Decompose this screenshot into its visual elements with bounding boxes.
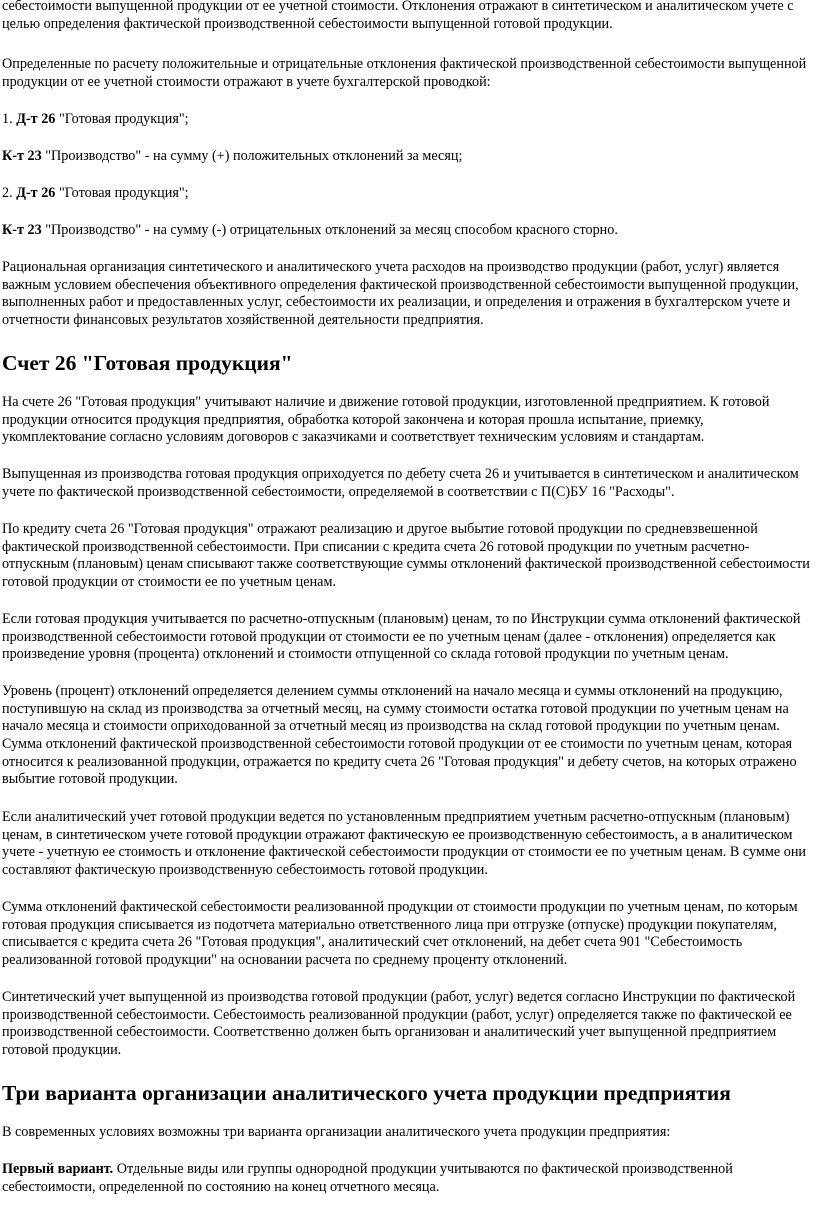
entry-text: "Готовая продукция"; xyxy=(55,185,189,201)
entry-2-credit xyxy=(2,222,618,240)
text-line: Уровень (процент) отклонений определяется делением суммы отклонений на начало месяца и суммы отклонений на продукцию, xyxy=(2,683,783,699)
entry-2-debit xyxy=(2,185,189,203)
credit-account-code: К-т 23 xyxy=(2,148,42,164)
paragraph-variants-intro xyxy=(2,1124,670,1142)
text-line: списывается с кредита счета 26 "Готовая продукция", аналитический счет отклонений, на дебет счета 901 "Себестоимость xyxy=(2,934,743,951)
text-line: Рациональная организация синтетического и аналитического учета расходов на производство продукции (работ, услуг) является xyxy=(2,259,780,275)
text-line: продукции от ее учетной стоимости отражают в учете бухгалтерской проводкой: xyxy=(2,73,491,90)
paragraph-first-variant xyxy=(2,1161,733,1196)
paragraph-analytical-accounting xyxy=(2,809,806,880)
text-line: себестоимости выпущенной продукции от ее учетной стоимости. Отклонения отражают в синтетическом и аналитическом учете с xyxy=(2,0,794,14)
paragraph-rational-organization xyxy=(2,259,799,330)
text-line xyxy=(2,1161,733,1179)
text-line: готовой продукции. xyxy=(2,1042,122,1059)
text-line: Если готовая продукция учитывается по расчетно-отпускным (плановым) ценам, то по Инструкции сумма отклонений фактической xyxy=(2,611,801,627)
text-line: Определенные по расчету положительные и отрицательные отклонения фактической производственной себестоимости выпущенной xyxy=(2,56,807,72)
entry-text: "Готовая продукция"; xyxy=(55,111,189,127)
text-line: поступившую на склад из производства за отчетный месяц, на сумму стоимости остатка готовой продукции по учетным ценам на xyxy=(2,700,789,717)
text-line: укомплектование согласно условиям договоров с заказчиками и соответствует техническим условиям и стандартам. xyxy=(2,429,705,446)
text-line: целью определения фактической производственной себестоимости выпущенной готовой продукции. xyxy=(2,15,613,32)
text-line: Выпущенная из производства готовая продукция оприходуется по дебету счета 26 и учитывается в синтетическом и аналитическом xyxy=(2,466,799,482)
paragraph-deviation-level xyxy=(2,683,797,789)
entry-number: 2. xyxy=(2,185,17,201)
text-line: относится к реализованной продукции, отражается по кредиту счета 26 "Готовая продукция" и дебету счетов, на которых отражено xyxy=(2,753,797,770)
text-line: производственной себестоимости. Себестоимость реализованной продукции (работ, услуг) определяется также по фактической ее xyxy=(2,1006,792,1023)
text-line: себестоимости, определенной по состоянию на конец отчетного месяца. xyxy=(2,1178,440,1195)
paragraph-account-26-credit xyxy=(2,521,810,592)
debit-account-code: Д-т 26 xyxy=(16,185,56,201)
text-line: По кредиту счета 26 "Готовая продукция" отражают реализацию и другое выбытие готовой продукции по средневзвешенной xyxy=(2,521,758,537)
text-line: Сумма отклонений фактической производственной себестоимости готовой продукции от ее стоимости по учетным ценам, которая xyxy=(2,736,793,753)
variant-text: Отдельные виды или группы однородной продукции учитываются по фактической производственной xyxy=(113,1161,733,1177)
text-line: выбытие готовой продукции. xyxy=(2,771,178,788)
paragraph-account-26-debit xyxy=(2,466,799,501)
text-line: готовая продукция списывается из подотчета материально ответственного лица при отгрузке (отпуске) продукции покупателям, xyxy=(2,916,778,933)
text-line: Сумма отклонений фактической себестоимости реализованной продукции от стоимости продукции по учетным ценам, по которым xyxy=(2,899,798,915)
entry-number: 1. xyxy=(2,111,17,127)
entry-text: "Производство" - на сумму (-) отрицательных отклонений за месяц способом красного сторно. xyxy=(41,222,618,238)
text-line: начало месяца и стоимости оприходованной за отчетный месяц из производства на склад готовой продукции по учетным ценам. xyxy=(2,718,780,735)
text-line: отчетности финансовых результатов хозяйственной деятельности предприятия. xyxy=(2,312,484,329)
heading-three-variants: Три варианта организации аналитического учета продукции предприятия xyxy=(2,1081,731,1105)
paragraph-deviation-posting xyxy=(2,56,806,91)
paragraph-synthetic-accounting xyxy=(2,989,795,1060)
paragraph-planned-prices xyxy=(2,611,800,664)
text-line: составляют фактическую производственную себестоимость готовой продукции. xyxy=(2,862,488,879)
text-line: В современных условиях возможны три варианта организации аналитического учета продукции предприятия: xyxy=(2,1124,671,1140)
entry-1-credit xyxy=(2,148,462,166)
paragraph-deviation-sum xyxy=(2,899,798,970)
text-line: учете по фактической производственной себестоимости, определяемой в соответствии с П(С)БУ 16 "Расходы". xyxy=(2,483,675,500)
text-line: производственной себестоимости готовой продукции от стоимости ее по учетным ценам (далее - отклонения) определяется как xyxy=(2,628,776,645)
paragraph-cost-deviation-intro xyxy=(2,0,794,33)
text-line: готовой продукции от стоимости ее по учетным ценам. xyxy=(2,574,336,591)
text-line: производственной себестоимости. Соответственно должен быть организован и аналитический учет выпущенной предприятием xyxy=(2,1024,777,1041)
text-line: отпускным (плановым) ценам списывают также соответствующие суммы отклонений фактической производственной себестоимости xyxy=(2,556,810,573)
text-line: важным условием обеспечения объективного определения фактической производственной себестоимости выпущенной продукции, xyxy=(2,276,799,293)
text-line: произведение уровня (процента) отклонений и стоимости отпущенной со склада готовой продукции по учетным ценам. xyxy=(2,646,729,663)
text-line: Синтетический учет выпущенной из производства готовой продукции (работ, услуг) ведется согласно Инструкции по фактической xyxy=(2,989,796,1005)
entry-1-debit xyxy=(2,111,189,129)
variant-lead: Первый вариант. xyxy=(2,1161,114,1177)
debit-account-code: Д-т 26 xyxy=(16,111,56,127)
heading-account-26: Счет 26 "Готовая продукция" xyxy=(2,351,293,375)
text-line: На счете 26 "Готовая продукция" учитывают наличие и движение готовой продукции, изготовленной предприятием. К готовой xyxy=(2,394,770,410)
text-line: Если аналитический учет готовой продукции ведется по установленным предприятием учетным расчетно-отпускным (плановым) xyxy=(2,809,790,825)
credit-account-code: К-т 23 xyxy=(2,222,42,238)
text-line: продукции относится продукция предприятия, обработка которой закончена и которая прошла испытание, приемку, xyxy=(2,411,704,428)
paragraph-account-26-definition xyxy=(2,394,769,447)
entry-text: "Производство" - на сумму (+) положительных отклонений за месяц; xyxy=(41,148,463,164)
text-line: реализованной готовой продукции" на основании расчета по среднему проценту отклонений. xyxy=(2,952,568,969)
text-line: учете - учетную ее стоимость и отклонение фактической себестоимости продукции от стоимости ее по учетным ценам. В сумме они xyxy=(2,844,807,861)
text-line: выполненных работ и предоставленных услуг, себестоимости их реализации, и определения и отражения в бухгалтерском учете и xyxy=(2,294,791,311)
text-line: фактической производственной себестоимости. При списании с кредита счета 26 готовой продукции по учетным расчетно- xyxy=(2,538,750,555)
text-line: ценам, в синтетическом учете готовой продукции отражают фактическую ее производственную себестоимость, а в аналитическом xyxy=(2,826,793,843)
